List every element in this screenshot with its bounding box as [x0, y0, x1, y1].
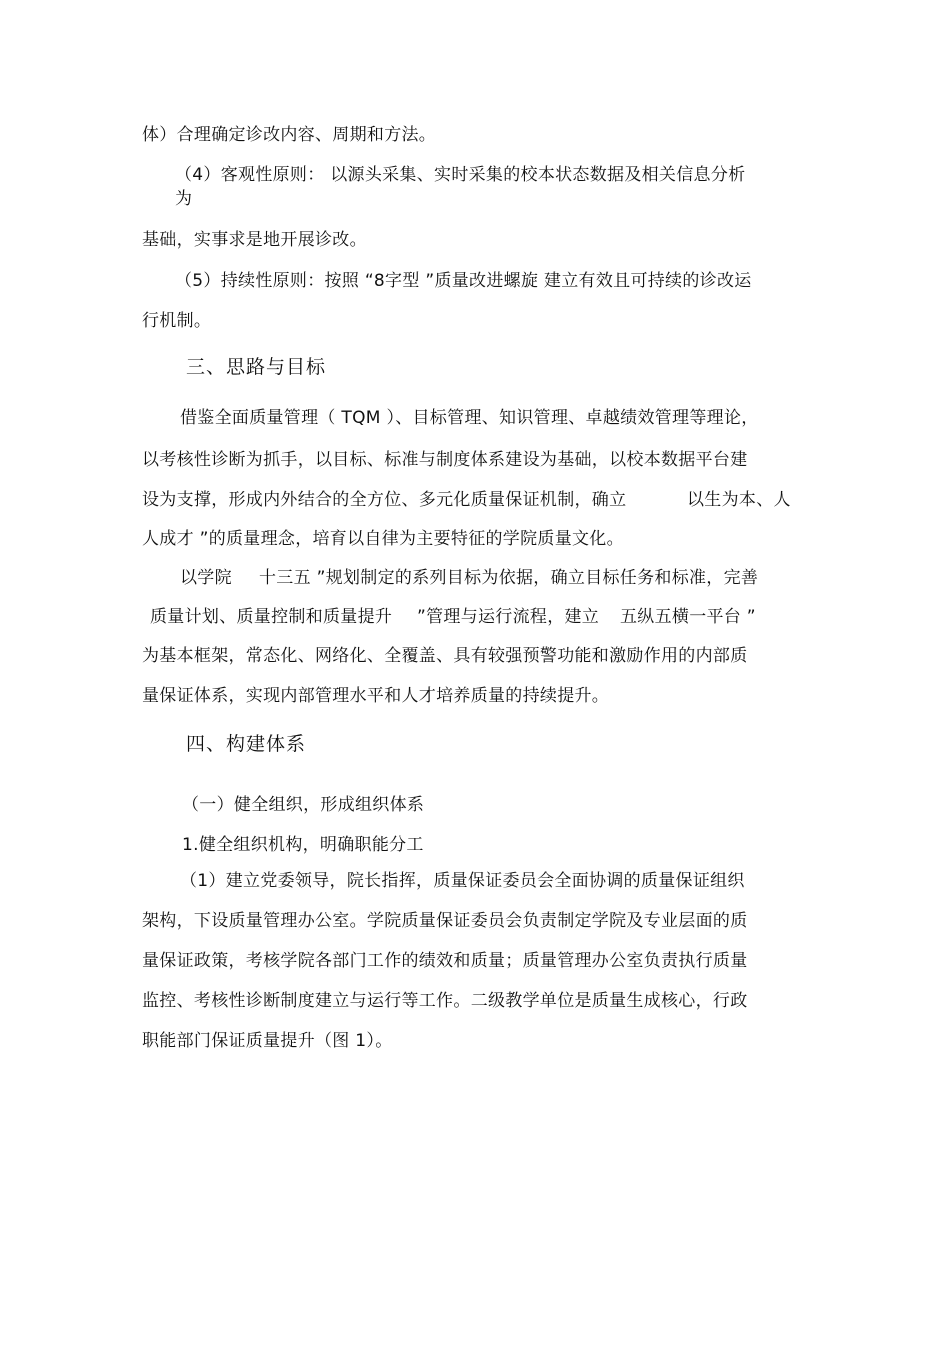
paragraph-line: 架构，下设质量管理办公室。学院质量保证委员会负责制定学院及专业层面的质: [142, 911, 748, 931]
paragraph-line: 五纵五横一平台 ”: [620, 607, 756, 627]
paragraph-line: 以考核性诊断为抓手，以目标、标准与制度体系建设为基础，以校本数据平台建: [142, 450, 748, 470]
paragraph-line: （4）客观性原则： 以源头采集、实时采集的校本状态数据及相关信息分析: [175, 165, 746, 185]
paragraph-line: 人成才 ”的质量理念，培育以自律为主要特征的学院质量文化。: [142, 529, 624, 549]
paragraph-line: （1）建立党委领导，院长指挥，质量保证委员会全面协调的质量保证组织: [180, 871, 745, 891]
paragraph-line: 以生为本、人: [687, 490, 791, 510]
paragraph-line: 十三五 ”规划制定的系列目标为依据，确立目标任务和标准，完善: [259, 568, 759, 588]
section-heading: 四、构建体系: [186, 733, 307, 755]
paragraph-line: 为基本框架，常态化、网络化、全覆盖、具有较强预警功能和激励作用的内部质: [142, 646, 748, 666]
paragraph-line: ”管理与运行流程，建立: [417, 607, 600, 627]
paragraph-line: 质量计划、质量控制和质量提升: [150, 607, 393, 627]
paragraph-line: 以学院: [180, 568, 232, 588]
paragraph-line: 体）合理确定诊改内容、周期和方法。: [142, 125, 437, 145]
paragraph-line: 量保证政策，考核学院各部门工作的绩效和质量；质量管理办公室负责执行质量: [142, 951, 748, 971]
subsection-heading: （一）健全组织，形成组织体系: [182, 795, 425, 815]
subsection-heading: 1.健全组织机构，明确职能分工: [182, 835, 424, 855]
paragraph-line: 借鉴全面质量管理（ TQM ）、目标管理、知识管理、卓越绩效管理等理论，: [180, 408, 759, 428]
paragraph-line: 职能部门保证质量提升（图 1）。: [142, 1031, 393, 1051]
section-heading: 三、思路与目标: [186, 356, 327, 378]
paragraph-line: 为: [175, 189, 193, 209]
paragraph-line: 行机制。: [142, 311, 212, 331]
paragraph-line: 基础，实事求是地开展诊改。: [142, 230, 367, 250]
paragraph-line: （5）持续性原则：按照 “8字型 ”质量改进螺旋 建立有效且可持续的诊改运: [175, 271, 752, 291]
paragraph-line: 设为支撑，形成内外结合的全方位、多元化质量保证机制，确立: [142, 490, 627, 510]
paragraph-line: 量保证体系，实现内部管理水平和人才培养质量的持续提升。: [142, 686, 610, 706]
paragraph-line: 监控、考核性诊断制度建立与运行等工作。二级教学单位是质量生成核心，行政: [142, 991, 748, 1011]
